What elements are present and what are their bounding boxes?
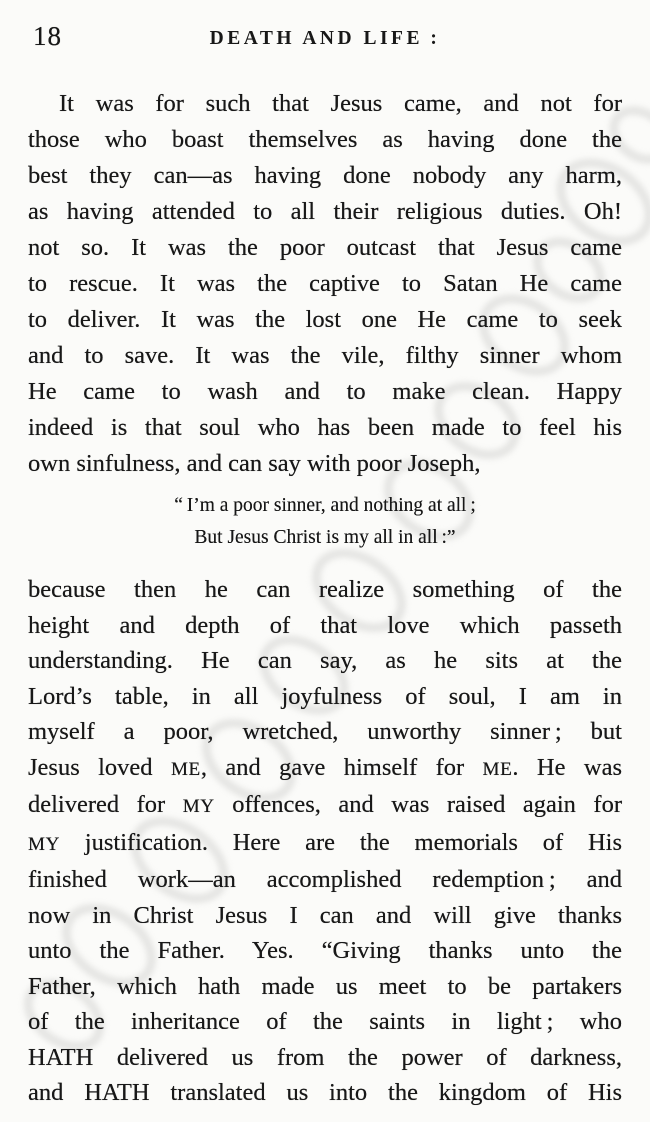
page-number: 18 (33, 21, 62, 51)
text-line: MY justification. Here are the memorials of His (28, 828, 622, 856)
paragraph-1 (28, 86, 622, 482)
text-line: finished work—an accomplished redemption ; and (28, 866, 622, 893)
text-line: myself a poor, wretched, unworthy sinner ; but (28, 718, 622, 745)
text-line: and HATH translated us into the kingdom of His (28, 1079, 622, 1106)
text-line: Lord’s table, in all joyfulness of soul, I am in (28, 682, 622, 710)
text-line: Jesus loved ME, and gave himself for ME. He was (28, 753, 622, 781)
text-line: He came to wash and to make clean. Happy (28, 378, 622, 405)
text-line: delivered for MY offences, and was raised again for (28, 791, 622, 818)
text-line: and to save. It was the vile, filthy sinner whom (28, 342, 622, 369)
text-line: It was for such that Jesus came, and not for (59, 90, 622, 117)
book-page-scan (0, 21, 650, 1122)
text-line: as having attended to all their religious duties. Oh! (28, 198, 622, 225)
small-caps-emphasis: ME (482, 758, 513, 780)
text-line: because then he can realize something of the (28, 576, 622, 603)
text-line: those who boast themselves as having done the (28, 126, 622, 153)
small-caps-emphasis: ME (170, 758, 201, 780)
paragraph-2 (28, 572, 622, 1111)
text-line: of the inheritance of the saints in light ; who (28, 1008, 622, 1035)
verse-quote (28, 490, 622, 553)
text-line: “ I’m a poor sinner, and nothing at all ; (174, 495, 476, 516)
small-caps-emphasis: MY (182, 796, 215, 817)
text-line: But Jesus Christ is my all in all :” (194, 526, 456, 548)
page-header (28, 21, 622, 55)
text-line: to deliver. It was the lost one He came to seek (28, 306, 622, 333)
text-line: best they can—as having done nobody any harm, (28, 162, 622, 189)
running-title: DEATH AND LIFE : (209, 28, 441, 49)
text-line: height and depth of that love which passeth (28, 611, 622, 639)
text-line: understanding. He can say, as he sits at the (28, 647, 622, 674)
text-line: own sinfulness, and can say with poor Joseph, (28, 450, 481, 477)
text-line: unto the Father. Yes. “Giving thanks unto the (28, 937, 622, 964)
text-line: HATH delivered us from the power of darkness, (28, 1043, 622, 1071)
small-caps-emphasis: MY (28, 833, 60, 855)
text-line: not so. It was the poor outcast that Jesus came (28, 234, 622, 261)
text-line: Father, which hath made us meet to be partakers (28, 972, 622, 1000)
text-line: now in Christ Jesus I can and will give thanks (28, 901, 622, 929)
text-line: indeed is that soul who has been made to feel his (28, 414, 622, 441)
page-content (0, 21, 650, 1111)
text-line: to rescue. It was the captive to Satan He came (28, 270, 622, 297)
